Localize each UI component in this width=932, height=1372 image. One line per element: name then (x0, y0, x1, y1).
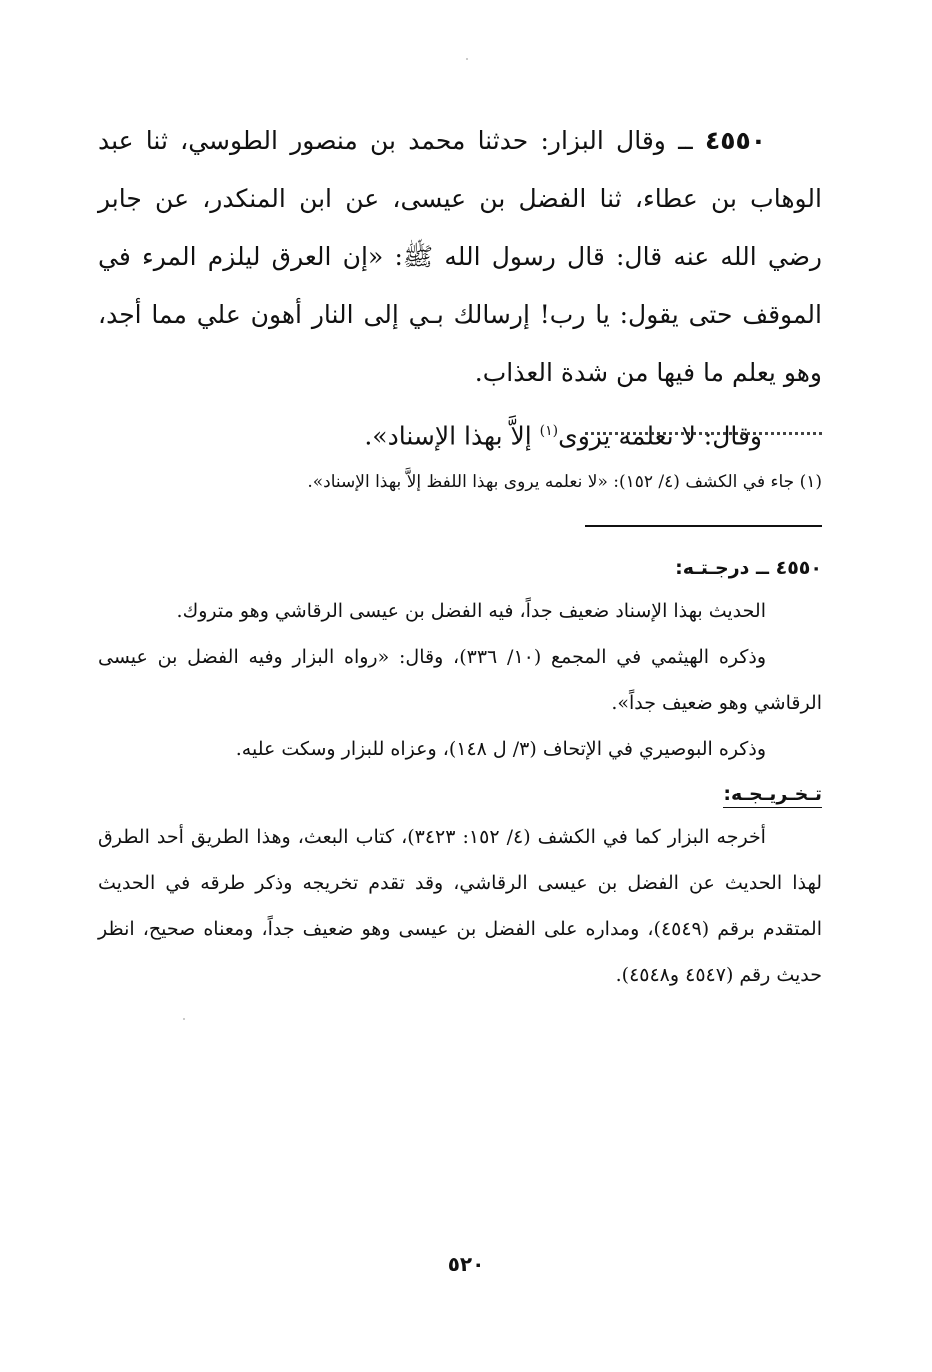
scan-speck (183, 1018, 185, 1020)
grading-paragraph-1: الحديث بهذا الإسناد ضعيف جداً، فيه الفضل بن عيسى الرقاشي وهو متروك. (176, 600, 766, 622)
takhrij-paragraph: أخرجه البزار كما في الكشف (٤/ ١٥٢: ٣٤٢٣)، كتاب البعث، وهذا الطريق أحد الطرق لهذا الحديث عن الفضل بن عيسى الرقاشي، وقد تقدم تخريجه وذكر طرقه في الحديث المتقدم برقم (٤٥٤٩)، ومداره على الفضل بن عيسى وهو ضعيف جداً، ومعناه صحيح، انظر حديث رقم (٤٥٤٧ و٤٥٤٨). (98, 826, 822, 986)
takhrij-heading-line (98, 774, 822, 814)
footnote-marker: (١) (539, 423, 559, 439)
footnote-separator (585, 432, 822, 435)
grading-section (98, 548, 822, 998)
takhrij-body (98, 814, 822, 998)
scan-speck (466, 58, 468, 60)
section-rule (585, 525, 822, 527)
grading-body (98, 588, 822, 772)
hadith-block (98, 112, 822, 465)
narrator-comment-start: وقال: لا نعلمه يروى (558, 421, 762, 451)
footnote: (١) جاء في الكشف (٤/ ١٥٢): «لا نعلمه يروى بهذا اللفظ إلاَّ بهذا الإسناد». (307, 472, 822, 492)
hadith-body: ــ وقال البزار: حدثنا محمد بن منصور الطوسي، ثنا عبد الوهاب بن عطاء، ثنا الفضل بن عيسى، عن ابن المنكدر، عن جابر رضي الله عنه قال: قال رسول الله ﷺ: «إن العرق ليلزم المرء في الموقف حتى يقول: يا رب! إرسالك بـي إلى النار أهون علي مما أجد، وهو يعلم ما فيها من شدة العذاب. (98, 126, 822, 387)
page-number: ٥٢٠ (447, 1252, 485, 1276)
hadith-text (98, 112, 822, 402)
narrator-comment-end: إلاَّ بهذا الإسناد». (364, 421, 532, 451)
grading-paragraph-2: وذكره الهيثمي في المجمع (١٠/ ٣٣٦)، وقال: «رواه البزار وفيه الفضل بن عيسى الرقاشي وهو ضعيف جداً». (98, 646, 822, 714)
grading-paragraph-3: وذكره البوصيري في الإتحاف (٣/ ل ١٤٨)، وعزاه للبزار وسكت عليه. (235, 738, 766, 760)
grading-heading: ٤٥٥٠ ــ درجـتـه: (675, 557, 822, 579)
hadith-number: ٤٥٥٠ (704, 126, 767, 155)
takhrij-heading: تـخـريـجـه: (723, 783, 822, 808)
